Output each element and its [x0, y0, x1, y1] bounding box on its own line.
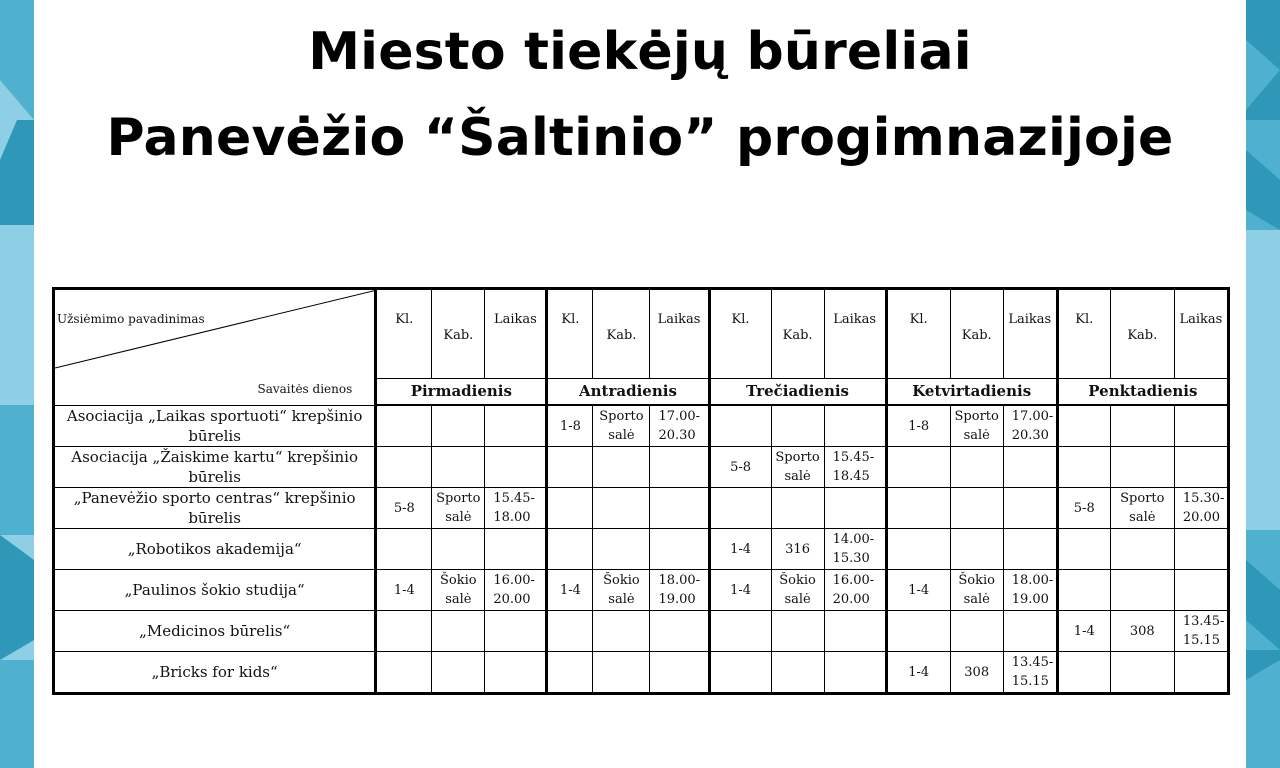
grade-cell [886, 529, 950, 570]
room-cell: Sporto salė [771, 447, 824, 488]
room-cell: 308 [950, 652, 1003, 694]
time-cell [824, 405, 886, 447]
grade-cell [709, 488, 771, 529]
time-cell [485, 447, 547, 488]
table-row [54, 652, 1229, 694]
time-cell: 17.00-20.30 [650, 405, 709, 447]
room-cell [432, 405, 485, 447]
sub-header-kl: Kl. [376, 289, 432, 379]
time-cell [485, 529, 547, 570]
time-cell: 16.00-20.00 [824, 570, 886, 611]
sub-header-kl: Kl. [709, 289, 771, 379]
grade-cell [547, 611, 593, 652]
day-header: Penktadienis [1057, 379, 1228, 406]
grade-cell: 1-8 [886, 405, 950, 447]
table-row [54, 405, 1229, 447]
room-cell [771, 652, 824, 694]
time-cell [1174, 570, 1228, 611]
room-cell [950, 488, 1003, 529]
slide [34, 0, 1246, 768]
grade-cell: 1-4 [886, 570, 950, 611]
header-corner-cell [54, 289, 376, 406]
grade-cell: 1-4 [1057, 611, 1110, 652]
room-cell [593, 488, 650, 529]
room-cell [593, 447, 650, 488]
day-header: Ketvirtadienis [886, 379, 1057, 406]
grade-cell [709, 611, 771, 652]
grade-cell [547, 447, 593, 488]
table-row [54, 488, 1229, 529]
day-header: Trečiadienis [709, 379, 886, 406]
sub-header-kl: Kl. [1057, 289, 1110, 379]
grade-cell [376, 611, 432, 652]
sub-header-laikas: Laikas [1003, 289, 1057, 379]
time-cell [824, 611, 886, 652]
time-cell: 14.00-15.30 [824, 529, 886, 570]
time-cell: 15.30-20.00 [1174, 488, 1228, 529]
room-cell [1110, 529, 1174, 570]
activity-name: „Robotikos akademija“ [54, 529, 376, 570]
grade-cell: 5-8 [1057, 488, 1110, 529]
room-cell [593, 652, 650, 694]
sub-header-laikas: Laikas [824, 289, 886, 379]
time-cell [1174, 529, 1228, 570]
time-cell [1003, 488, 1057, 529]
time-cell [824, 488, 886, 529]
grade-cell [1057, 570, 1110, 611]
grade-cell [886, 488, 950, 529]
grade-cell [376, 529, 432, 570]
grade-cell [709, 405, 771, 447]
grade-cell: 1-4 [709, 570, 771, 611]
room-cell [432, 611, 485, 652]
time-cell [650, 488, 709, 529]
time-cell [485, 611, 547, 652]
time-cell [824, 652, 886, 694]
grade-cell [547, 488, 593, 529]
time-cell: 13.45-15.15 [1174, 611, 1228, 652]
room-cell [593, 529, 650, 570]
room-cell: Šokio salė [432, 570, 485, 611]
time-cell: 17.00-20.30 [1003, 405, 1057, 447]
time-cell [1174, 405, 1228, 447]
sub-header-kab: Kab. [950, 289, 1003, 379]
grade-cell [376, 405, 432, 447]
day-header: Pirmadienis [376, 379, 547, 406]
sub-header-kab: Kab. [771, 289, 824, 379]
header-row [54, 289, 1229, 379]
time-cell [650, 611, 709, 652]
sub-header-kl: Kl. [886, 289, 950, 379]
room-cell: Šokio salė [771, 570, 824, 611]
sub-header-laikas: Laikas [650, 289, 709, 379]
room-cell [950, 611, 1003, 652]
sub-header-kab: Kab. [1110, 289, 1174, 379]
activity-name: „Bricks for kids“ [54, 652, 376, 694]
time-cell [485, 405, 547, 447]
time-cell [650, 529, 709, 570]
room-cell [771, 405, 824, 447]
sub-header-kab: Kab. [432, 289, 485, 379]
room-cell [1110, 652, 1174, 694]
sub-header-kl: Kl. [547, 289, 593, 379]
room-cell [950, 447, 1003, 488]
corner-label-activity: Užsiėmimo pavadinimas [57, 312, 205, 326]
time-cell: 13.45-15.15 [1003, 652, 1057, 694]
time-cell: 18.00-19.00 [650, 570, 709, 611]
table-row [54, 447, 1229, 488]
grade-cell: 5-8 [376, 488, 432, 529]
right-decorative-strip [1246, 0, 1280, 768]
grade-cell [1057, 447, 1110, 488]
time-cell [485, 652, 547, 694]
sub-header-laikas: Laikas [1174, 289, 1228, 379]
grade-cell [1057, 405, 1110, 447]
grade-cell [376, 447, 432, 488]
diagonal-divider [55, 290, 376, 370]
grade-cell: 1-4 [886, 652, 950, 694]
grade-cell [547, 529, 593, 570]
grade-cell: 1-4 [709, 529, 771, 570]
time-cell [1174, 447, 1228, 488]
room-cell [432, 447, 485, 488]
time-cell [1003, 447, 1057, 488]
room-cell: Sporto salė [1110, 488, 1174, 529]
grade-cell [709, 652, 771, 694]
room-cell: Sporto salė [950, 405, 1003, 447]
room-cell [950, 529, 1003, 570]
schedule-table [52, 287, 1230, 695]
grade-cell [886, 611, 950, 652]
time-cell: 18.00-19.00 [1003, 570, 1057, 611]
grade-cell [547, 652, 593, 694]
title-line-1: Miesto tiekėjų būreliai [308, 22, 972, 82]
activity-name: Asociacija „Žaiskime kartu“ krepšinio būrelis [54, 447, 376, 488]
time-cell [1003, 529, 1057, 570]
table-row [54, 611, 1229, 652]
room-cell [771, 611, 824, 652]
table-row [54, 570, 1229, 611]
activity-name: Asociacija „Laikas sportuoti“ krepšinio būrelis [54, 405, 376, 447]
time-cell: 15.45-18.00 [485, 488, 547, 529]
grade-cell [1057, 652, 1110, 694]
grade-cell: 1-8 [547, 405, 593, 447]
room-cell: Sporto salė [432, 488, 485, 529]
room-cell [1110, 447, 1174, 488]
room-cell: 308 [1110, 611, 1174, 652]
sub-header-laikas: Laikas [485, 289, 547, 379]
time-cell [650, 447, 709, 488]
time-cell: 16.00-20.00 [485, 570, 547, 611]
room-cell [771, 488, 824, 529]
corner-label-weekdays: Savaitės dienos [257, 381, 353, 396]
time-cell [1174, 652, 1228, 694]
time-cell [1003, 611, 1057, 652]
time-cell: 15.45-18.45 [824, 447, 886, 488]
grade-cell [1057, 529, 1110, 570]
room-cell [593, 611, 650, 652]
room-cell: Šokio salė [950, 570, 1003, 611]
day-header: Antradienis [547, 379, 709, 406]
grade-cell: 1-4 [547, 570, 593, 611]
table-row [54, 529, 1229, 570]
grade-cell: 5-8 [709, 447, 771, 488]
room-cell [432, 652, 485, 694]
room-cell [432, 529, 485, 570]
room-cell: Sporto salė [593, 405, 650, 447]
grade-cell: 1-4 [376, 570, 432, 611]
slide-title [34, 22, 1246, 194]
grade-cell [886, 447, 950, 488]
room-cell [1110, 405, 1174, 447]
grade-cell [376, 652, 432, 694]
title-line-2: Panevėžio “Šaltinio” progimnazijoje [106, 108, 1174, 168]
sub-header-kab: Kab. [593, 289, 650, 379]
activity-name: „Medicinos būrelis“ [54, 611, 376, 652]
activity-name: „Panevėžio sporto centras“ krepšinio būrelis [54, 488, 376, 529]
time-cell [650, 652, 709, 694]
left-decorative-strip [0, 0, 34, 768]
room-cell: Šokio salė [593, 570, 650, 611]
room-cell [1110, 570, 1174, 611]
activity-name: „Paulinos šokio studija“ [54, 570, 376, 611]
room-cell: 316 [771, 529, 824, 570]
